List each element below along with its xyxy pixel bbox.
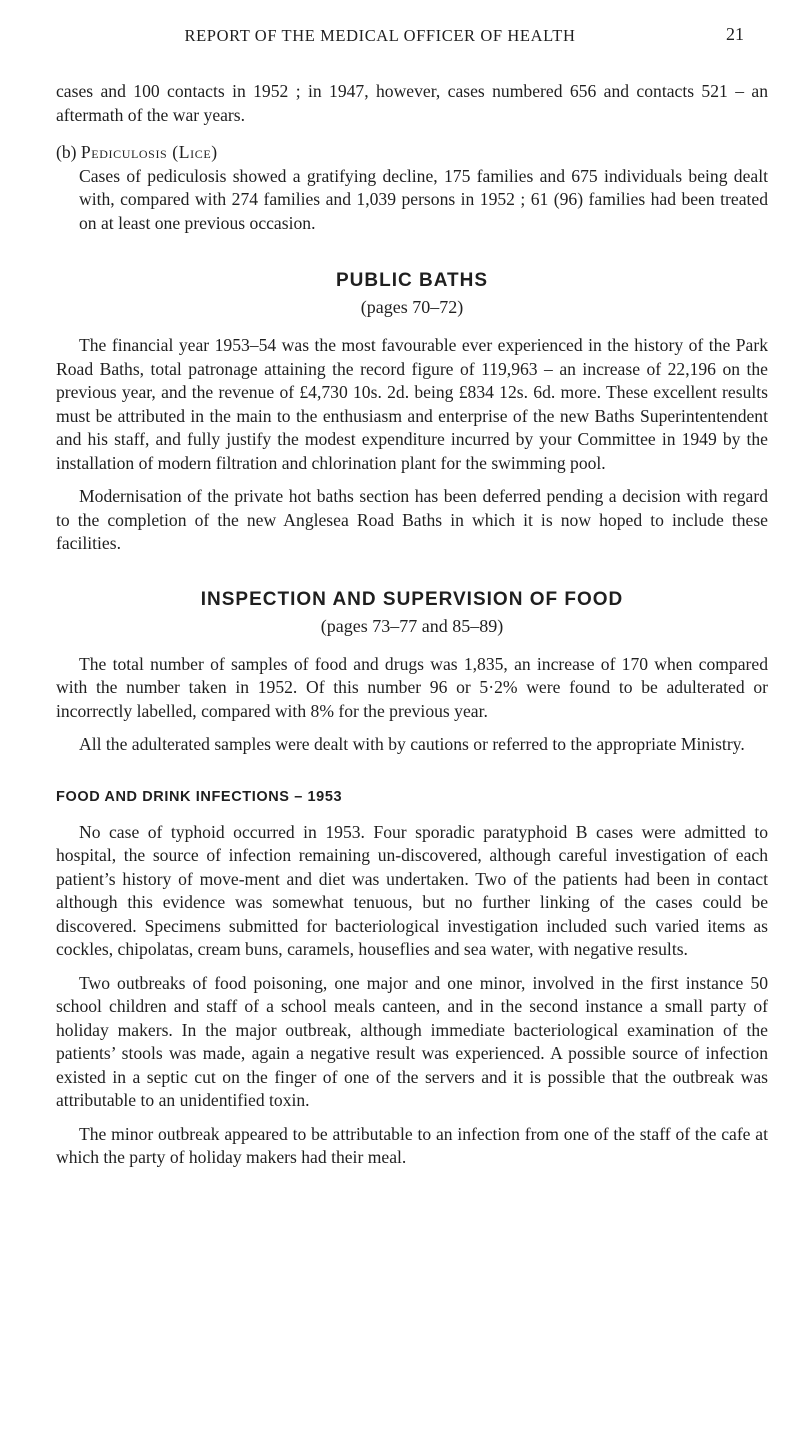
food-inspection-heading: INSPECTION AND SUPERVISION OF FOOD xyxy=(200,588,624,610)
pediculosis-title: Pediculosis (Lice) xyxy=(80,142,218,162)
public-baths-pages: (pages 70–72) xyxy=(360,297,464,317)
public-baths-paragraph-2: Modernisation of the private hot baths section has been deferred pending a decision with regard to the completion of the new Anglesea Road Baths in which it is now hoped to include these facilities. xyxy=(56,486,768,553)
food-infections-paragraph-3: The minor outbreak appeared to be attributable to an infection from one of the staff of the cafe at which the party of holiday makers had their meal. xyxy=(56,1123,768,1167)
intro-paragraph: cases and 100 contacts in 1952 ; in 1947, however, cases numbered 656 and contacts 521 – an aftermath of the war years. xyxy=(56,81,768,125)
food-infections-paragraph-1: No case of typhoid occurred in 1953. Four sporadic paratyphoid B cases were admitted to hospital, the source of infection remaining un-discovered, although careful investigation of each patient’s history of move-ment and diet was undertaken. Two of the patients had been in contact although this evidence was somewhat tenuous, but no further linking of the cases could be discovered. Specimens submitted for bacteriological investigation included such varied items as cockles, chipolatas, cream buns, caramels, houseflies and sea water, with negative results. xyxy=(56,821,768,959)
food-inspection-paragraph-1: The total number of samples of food and drugs was 1,835, an increase of 170 when compared with the number taken in 1952. Of this number 96 or 5·2% were found to be adulterated or incorrectly labelled, compared with 8% for the previous year. xyxy=(56,653,768,721)
page-number: 21 xyxy=(726,24,744,44)
food-infections-paragraph-2: Two outbreaks of food poisoning, one major and one minor, involved in the first instance 50 school children and staff of a school meals canteen, and in the second instance a small party of holiday makers. In the major outbreak, although immediate bacteriological examination of the patients’ stools was made, again a negative result was experienced. A possible source of infection existed in a septic cut on the finger of one of the servers and it is possible that the outbreak was attributable to an unidentified toxin. xyxy=(56,972,768,1110)
running-header: REPORT OF THE MEDICAL OFFICER OF HEALTH xyxy=(184,26,576,45)
pediculosis-heading xyxy=(56,141,768,165)
pediculosis-label: (b) xyxy=(56,142,81,162)
public-baths-heading: PUBLIC BATHS xyxy=(335,270,489,291)
page-body xyxy=(56,80,768,1170)
food-inspection-pages: (pages 73–77 and 85–89) xyxy=(320,615,504,636)
food-inspection-paragraph-2: All the adulterated samples were dealt with by cautions or referred to the appropriate Ministry. xyxy=(79,734,745,754)
public-baths-paragraph-1: The financial year 1953–54 was the most favourable ever experienced in the history of the Park Road Baths, total patronage attaining the record figure of 119,963 – an increase of 22,196 on the previous year, and the revenue of £4,730 10s. 2d. being £834 12s. 6d. more. These excellent results must be attributed in the main to the enthusiasm and enterprise of the new Baths Superintentendent and his staff, and fully justify the modest expenditure incurred by your Committee in 1949 by the installation of modern filtration and chlorination plant for the swimming pool. xyxy=(56,335,768,473)
food-infections-heading: FOOD AND DRINK INFECTIONS – 1953 xyxy=(56,788,343,805)
pediculosis-paragraph: Cases of pediculosis showed a gratifying decline, 175 families and 675 individuals being dealt with, compared with 274 families and 1,039 persons in 1952 ; 61 (96) families had been treated on at least one previous occasion. xyxy=(79,165,768,233)
